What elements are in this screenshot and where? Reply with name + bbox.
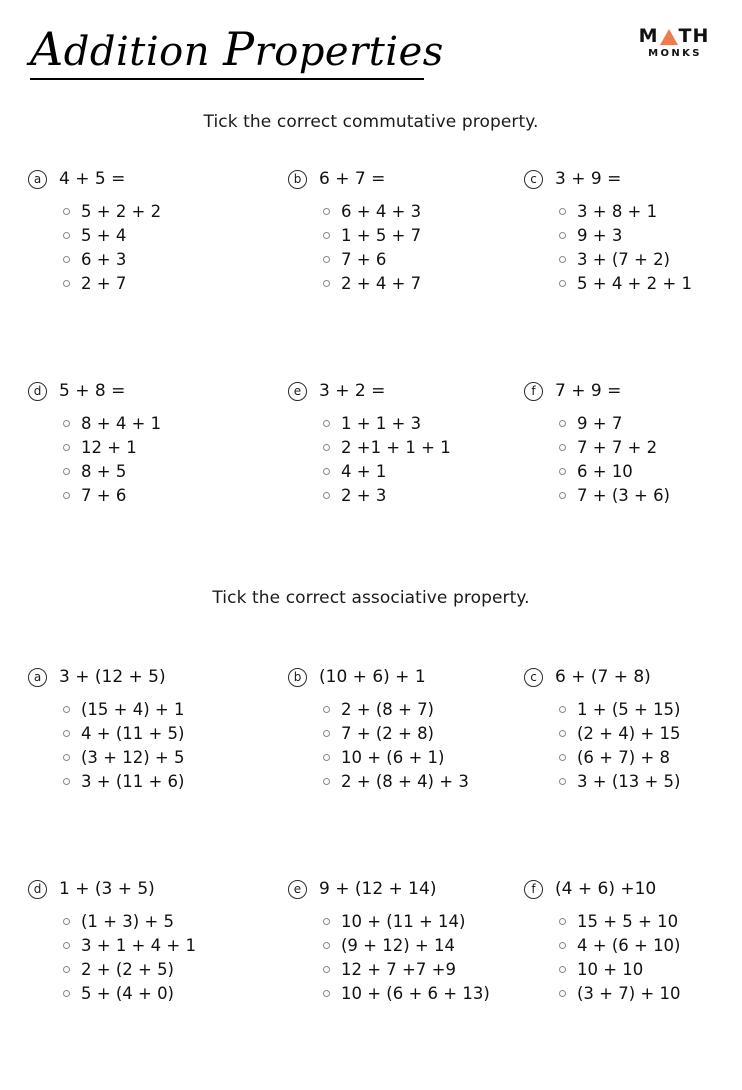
option-list <box>288 697 528 793</box>
title-initial-a: A <box>30 22 64 76</box>
question-label: a <box>28 668 47 687</box>
option-list <box>28 411 278 507</box>
question-row <box>0 168 742 380</box>
question-prompt: 6 + 7 = <box>319 169 386 189</box>
question-grid-commutative <box>0 168 742 592</box>
logo-wordmark-math <box>632 26 716 46</box>
option-label: 1 + 1 + 3 <box>341 413 422 433</box>
radio-icon[interactable] <box>559 256 566 263</box>
option-label: 7 + 7 + 2 <box>577 437 658 457</box>
option-item[interactable] <box>63 697 278 721</box>
radio-icon[interactable] <box>63 232 70 239</box>
option-item[interactable] <box>323 981 528 1005</box>
option-list <box>524 411 742 507</box>
option-item[interactable] <box>559 247 742 271</box>
option-label: 2 + 3 <box>341 485 387 505</box>
radio-icon[interactable] <box>63 280 70 287</box>
question-prompt: (10 + 6) + 1 <box>319 667 426 687</box>
radio-icon[interactable] <box>63 208 70 215</box>
option-label: 2 + (2 + 5) <box>81 959 174 979</box>
option-label: 5 + 4 <box>81 225 127 245</box>
option-label: 6 + 4 + 3 <box>341 201 422 221</box>
option-item[interactable] <box>323 459 528 483</box>
question-header <box>288 380 528 402</box>
page-title <box>30 22 444 76</box>
option-item[interactable] <box>559 957 742 981</box>
title-text-addition: ddition <box>63 29 224 75</box>
question-header <box>288 666 528 688</box>
question-prompt: 5 + 8 = <box>59 381 126 401</box>
radio-icon[interactable] <box>323 706 330 713</box>
question-label: e <box>288 382 307 401</box>
option-item[interactable] <box>323 933 528 957</box>
option-item[interactable] <box>559 745 742 769</box>
question-prompt: 1 + (3 + 5) <box>59 879 155 899</box>
radio-icon[interactable] <box>323 754 330 761</box>
radio-icon[interactable] <box>323 232 330 239</box>
question-label: e <box>288 880 307 899</box>
mathmonks-logo <box>632 26 716 59</box>
radio-icon[interactable] <box>559 232 566 239</box>
title-initial-p: P <box>223 22 255 76</box>
option-item[interactable] <box>63 721 278 745</box>
question-header <box>28 380 278 402</box>
option-item[interactable] <box>559 411 742 435</box>
question-header <box>28 666 278 688</box>
radio-icon[interactable] <box>63 942 70 949</box>
question-row <box>0 666 742 878</box>
option-list <box>524 909 742 1005</box>
question-prompt: 9 + (12 + 14) <box>319 879 437 899</box>
question-label: c <box>524 170 543 189</box>
radio-icon[interactable] <box>63 990 70 997</box>
option-label: 2 + 4 + 7 <box>341 273 422 293</box>
radio-icon[interactable] <box>323 778 330 785</box>
option-label: 4 + (11 + 5) <box>81 723 185 743</box>
option-label: 3 + 8 + 1 <box>577 201 658 221</box>
radio-icon[interactable] <box>323 730 330 737</box>
question-label: f <box>524 880 543 899</box>
radio-icon[interactable] <box>323 918 330 925</box>
question-prompt: 6 + (7 + 8) <box>555 667 651 687</box>
option-list <box>288 411 528 507</box>
radio-icon[interactable] <box>559 706 566 713</box>
option-item[interactable] <box>559 769 742 793</box>
option-label: 5 + 2 + 2 <box>81 201 162 221</box>
option-item[interactable] <box>63 223 278 247</box>
question-prompt: 3 + (12 + 5) <box>59 667 166 687</box>
question-associative-f <box>524 878 742 1005</box>
option-label: 10 + 10 <box>577 959 644 979</box>
option-item[interactable] <box>323 435 528 459</box>
radio-icon[interactable] <box>323 444 330 451</box>
option-item[interactable] <box>323 247 528 271</box>
question-label: a <box>28 170 47 189</box>
option-label: (1 + 3) + 5 <box>81 911 174 931</box>
radio-icon[interactable] <box>559 990 566 997</box>
option-label: 6 + 10 <box>577 461 633 481</box>
option-item[interactable] <box>559 721 742 745</box>
question-label: b <box>288 170 307 189</box>
question-label: f <box>524 382 543 401</box>
question-label: c <box>524 668 543 687</box>
option-item[interactable] <box>63 199 278 223</box>
radio-icon[interactable] <box>559 754 566 761</box>
worksheet-header <box>0 0 742 100</box>
logo-letter-m: M <box>638 25 659 47</box>
option-label: 3 + (11 + 6) <box>81 771 185 791</box>
question-prompt: 3 + 9 = <box>555 169 622 189</box>
option-label: (3 + 7) + 10 <box>577 983 681 1003</box>
question-prompt: 3 + 2 = <box>319 381 386 401</box>
option-label: 3 + (7 + 2) <box>577 249 670 269</box>
question-associative-b <box>288 666 528 793</box>
option-item[interactable] <box>63 247 278 271</box>
option-label: 7 + 6 <box>341 249 387 269</box>
option-item[interactable] <box>559 697 742 721</box>
option-list <box>524 199 742 295</box>
radio-icon[interactable] <box>559 942 566 949</box>
option-label: 9 + 7 <box>577 413 623 433</box>
radio-icon[interactable] <box>559 468 566 475</box>
option-label: 7 + (3 + 6) <box>577 485 670 505</box>
question-associative-e <box>288 878 528 1005</box>
option-item[interactable] <box>559 199 742 223</box>
radio-icon[interactable] <box>323 280 330 287</box>
option-item[interactable] <box>559 909 742 933</box>
question-header <box>524 168 742 190</box>
question-commutative-c <box>524 168 742 295</box>
question-row <box>0 878 742 1090</box>
option-label: 2 + 7 <box>81 273 127 293</box>
radio-icon[interactable] <box>559 280 566 287</box>
radio-icon[interactable] <box>559 730 566 737</box>
title-underline <box>30 78 424 80</box>
question-associative-c <box>524 666 742 793</box>
question-label: d <box>28 880 47 899</box>
radio-icon[interactable] <box>63 468 70 475</box>
option-item[interactable] <box>559 271 742 295</box>
question-commutative-a <box>28 168 278 295</box>
radio-icon[interactable] <box>559 918 566 925</box>
option-label: 2 + (8 + 7) <box>341 699 434 719</box>
radio-icon[interactable] <box>63 754 70 761</box>
question-label: d <box>28 382 47 401</box>
option-item[interactable] <box>323 271 528 295</box>
radio-icon[interactable] <box>63 778 70 785</box>
option-item[interactable] <box>323 411 528 435</box>
option-item[interactable] <box>323 721 528 745</box>
option-item[interactable] <box>63 769 278 793</box>
radio-icon[interactable] <box>559 420 566 427</box>
question-header <box>524 878 742 900</box>
option-label: 12 + 1 <box>81 437 137 457</box>
option-list <box>288 909 528 1005</box>
radio-icon[interactable] <box>63 966 70 973</box>
option-item[interactable] <box>63 459 278 483</box>
option-label: 12 + 7 +7 +9 <box>341 959 456 979</box>
option-list <box>28 199 278 295</box>
radio-icon[interactable] <box>323 420 330 427</box>
radio-icon[interactable] <box>63 706 70 713</box>
question-row <box>0 380 742 592</box>
option-item[interactable] <box>323 697 528 721</box>
radio-icon[interactable] <box>323 492 330 499</box>
question-header <box>28 168 278 190</box>
radio-icon[interactable] <box>323 942 330 949</box>
triangle-icon <box>660 29 678 45</box>
option-item[interactable] <box>63 271 278 295</box>
option-item[interactable] <box>559 483 742 507</box>
option-item[interactable] <box>63 435 278 459</box>
question-commutative-e <box>288 380 528 507</box>
option-label: 10 + (6 + 1) <box>341 747 445 767</box>
question-prompt: 7 + 9 = <box>555 381 622 401</box>
question-prompt: 4 + 5 = <box>59 169 126 189</box>
radio-icon[interactable] <box>323 208 330 215</box>
question-header <box>288 878 528 900</box>
logo-wordmark-monks: MONKS <box>648 48 702 59</box>
radio-icon[interactable] <box>63 918 70 925</box>
option-item[interactable] <box>559 435 742 459</box>
radio-icon[interactable] <box>323 468 330 475</box>
option-item[interactable] <box>323 957 528 981</box>
option-item[interactable] <box>323 223 528 247</box>
option-label: 7 + 6 <box>81 485 127 505</box>
option-item[interactable] <box>323 745 528 769</box>
question-prompt: (4 + 6) +10 <box>555 879 657 899</box>
radio-icon[interactable] <box>559 444 566 451</box>
option-label: 1 + 5 + 7 <box>341 225 422 245</box>
option-item[interactable] <box>559 223 742 247</box>
option-label: 3 + 1 + 4 + 1 <box>81 935 196 955</box>
question-label: b <box>288 668 307 687</box>
question-commutative-d <box>28 380 278 507</box>
option-item[interactable] <box>63 745 278 769</box>
option-label: (15 + 4) + 1 <box>81 699 185 719</box>
radio-icon[interactable] <box>323 256 330 263</box>
option-label: 6 + 3 <box>81 249 127 269</box>
question-header <box>524 380 742 402</box>
option-item[interactable] <box>559 459 742 483</box>
option-label: 10 + (6 + 6 + 13) <box>341 983 490 1003</box>
option-item[interactable] <box>323 909 528 933</box>
option-label: 3 + (13 + 5) <box>577 771 681 791</box>
question-commutative-f <box>524 380 742 507</box>
option-label: 8 + 4 + 1 <box>81 413 162 433</box>
option-item[interactable] <box>63 981 278 1005</box>
option-label: (3 + 12) + 5 <box>81 747 185 767</box>
question-header <box>524 666 742 688</box>
radio-icon[interactable] <box>63 444 70 451</box>
radio-icon[interactable] <box>63 492 70 499</box>
option-label: 4 + 1 <box>341 461 387 481</box>
option-label: 8 + 5 <box>81 461 127 481</box>
instruction-commutative: Tick the correct commutative property. <box>203 112 539 132</box>
option-label: 4 + (6 + 10) <box>577 935 681 955</box>
question-header <box>288 168 528 190</box>
option-list <box>28 909 278 1005</box>
radio-icon[interactable] <box>559 778 566 785</box>
option-item[interactable] <box>323 483 528 507</box>
option-label: 15 + 5 + 10 <box>577 911 679 931</box>
radio-icon[interactable] <box>63 730 70 737</box>
option-item[interactable] <box>63 483 278 507</box>
option-label: 7 + (2 + 8) <box>341 723 434 743</box>
option-label: (9 + 12) + 14 <box>341 935 455 955</box>
question-commutative-b <box>288 168 528 295</box>
option-list <box>288 199 528 295</box>
option-item[interactable] <box>63 909 278 933</box>
option-label: 9 + 3 <box>577 225 623 245</box>
logo-letters-th: TH <box>678 25 710 47</box>
option-item[interactable] <box>63 933 278 957</box>
option-item[interactable] <box>559 981 742 1005</box>
question-associative-d <box>28 878 278 1005</box>
radio-icon[interactable] <box>323 990 330 997</box>
title-text-properties: roperties <box>254 29 444 75</box>
option-item[interactable] <box>559 933 742 957</box>
option-label: 2 +1 + 1 + 1 <box>341 437 451 457</box>
option-label: (6 + 7) + 8 <box>577 747 670 767</box>
radio-icon[interactable] <box>559 492 566 499</box>
option-list <box>28 697 278 793</box>
option-label: 10 + (11 + 14) <box>341 911 466 931</box>
question-grid-associative <box>0 666 742 1090</box>
option-label: (2 + 4) + 15 <box>577 723 681 743</box>
question-header <box>28 878 278 900</box>
radio-icon[interactable] <box>323 966 330 973</box>
option-item[interactable] <box>63 957 278 981</box>
option-label: 1 + (5 + 15) <box>577 699 681 719</box>
option-label: 2 + (8 + 4) + 3 <box>341 771 469 791</box>
option-label: 5 + (4 + 0) <box>81 983 174 1003</box>
radio-icon[interactable] <box>63 256 70 263</box>
option-label: 5 + 4 + 2 + 1 <box>577 273 692 293</box>
option-item[interactable] <box>323 769 528 793</box>
option-list <box>524 697 742 793</box>
option-item[interactable] <box>323 199 528 223</box>
question-associative-a <box>28 666 278 793</box>
radio-icon[interactable] <box>559 208 566 215</box>
radio-icon[interactable] <box>63 420 70 427</box>
option-item[interactable] <box>63 411 278 435</box>
radio-icon[interactable] <box>559 966 566 973</box>
instruction-associative: Tick the correct associative property. <box>212 588 530 608</box>
